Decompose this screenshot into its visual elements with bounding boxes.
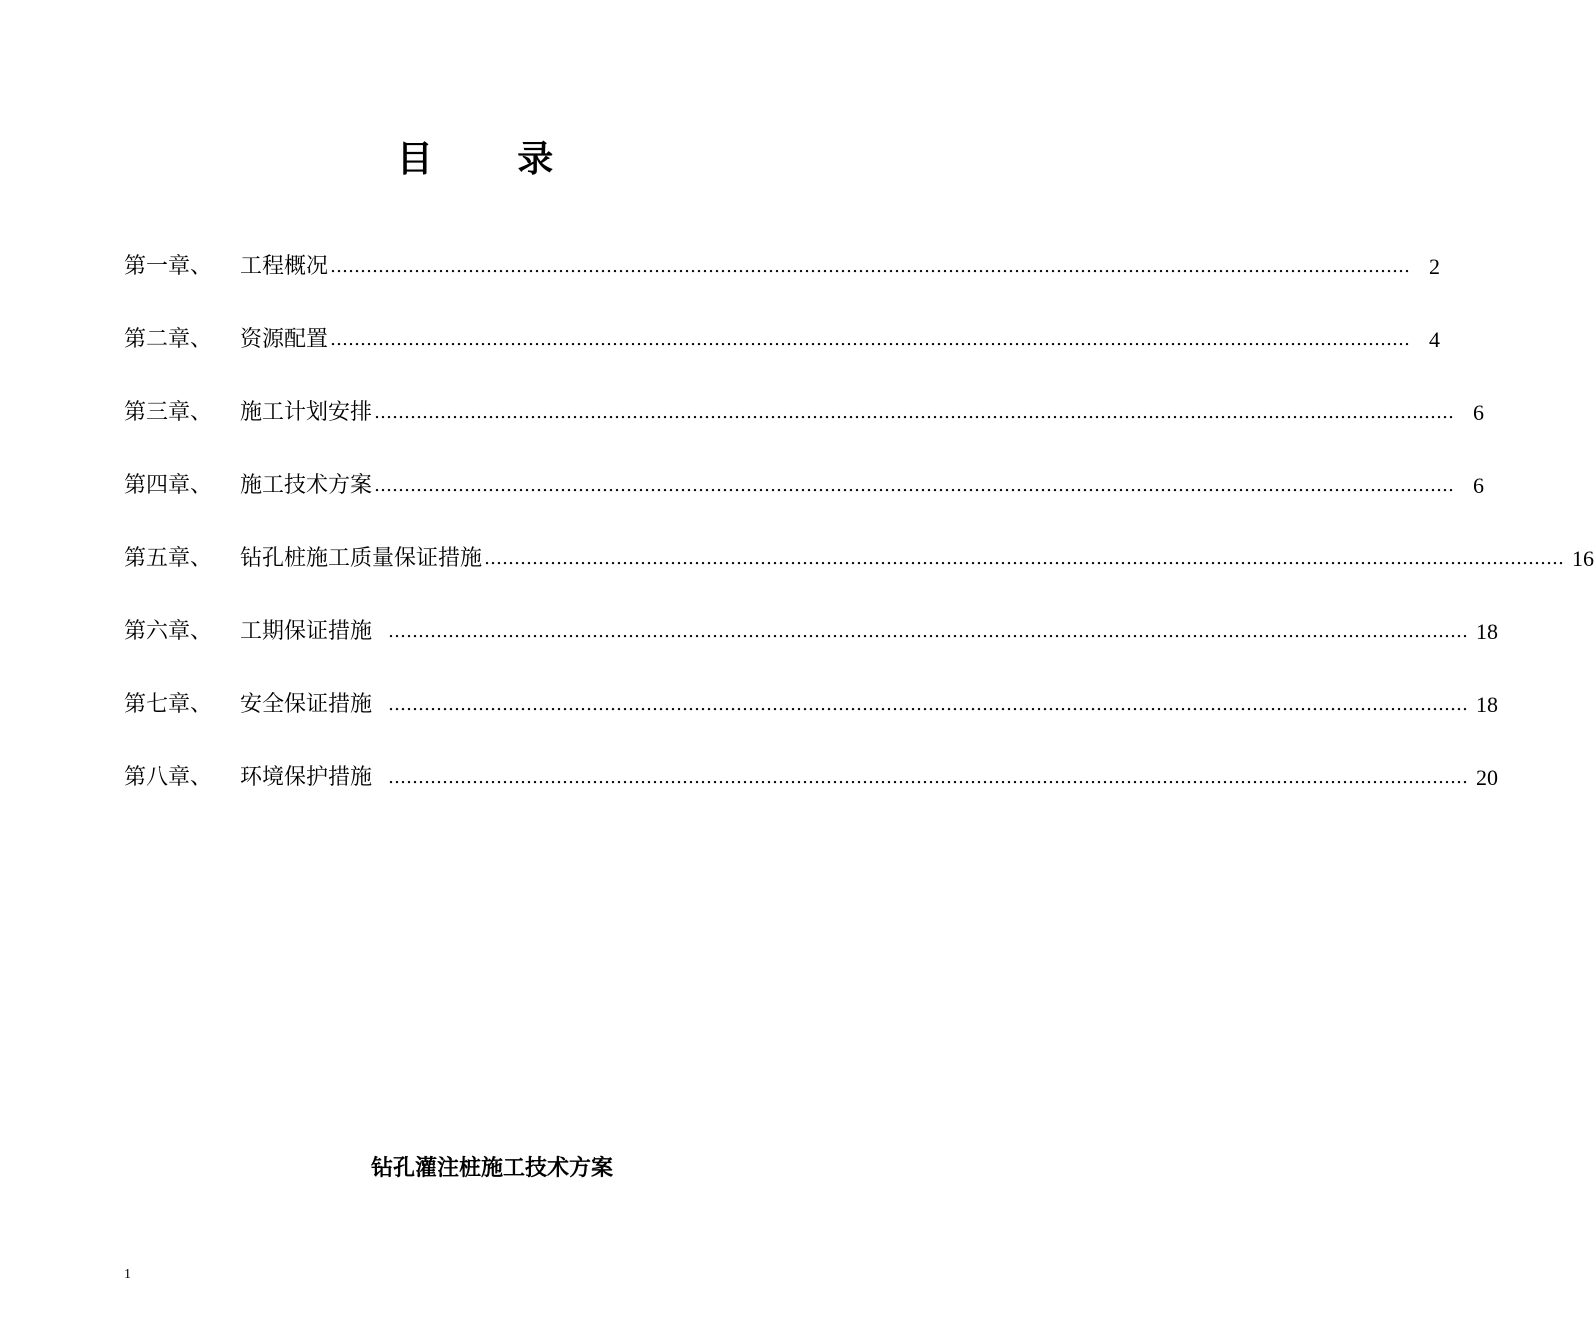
document-title: 钻孔灌注桩施工技术方案 [370, 1156, 613, 1181]
toc-chapter-title: 环境保护措施 [240, 765, 373, 790]
toc-chapter-title: 施工计划安排 [240, 400, 373, 425]
toc-chapter-title: 施工技术方案 [240, 473, 373, 498]
toc-page-number: 6 [1473, 473, 1485, 498]
toc-entry[interactable] [124, 686, 1499, 759]
toc-entry[interactable] [124, 394, 1485, 467]
toc-page-number: 20 [1476, 765, 1499, 790]
toc-chapter-title: 安全保证措施 [240, 692, 373, 717]
toc-dot-leader: ……………………………………………………………………………………………………………………………………………………………… [388, 621, 1469, 642]
toc-entry[interactable] [124, 467, 1485, 540]
toc-page-number: 16 [1572, 546, 1594, 571]
toc-entry[interactable] [124, 613, 1499, 686]
toc-page-number: 18 [1476, 619, 1499, 644]
toc-entry[interactable] [124, 759, 1499, 832]
toc-chapter-number: 第五章、 [124, 546, 213, 571]
toc-dot-leader: ……………………………………………………………………………………………………………………………………………………………… [374, 475, 1455, 496]
toc-chapter-number: 第四章、 [124, 473, 213, 498]
toc-entry[interactable] [124, 248, 1441, 321]
toc-chapter-number: 第八章、 [124, 765, 213, 790]
toc-dot-leader: ……………………………………………………………………………………………………………………………………………………………… [374, 402, 1455, 423]
toc-chapter-number: 第六章、 [124, 619, 213, 644]
toc-chapter-number: 第二章、 [124, 327, 213, 352]
toc-entry[interactable] [124, 540, 1594, 613]
toc-page-number: 18 [1476, 692, 1499, 717]
toc-chapter-title: 工程概况 [240, 254, 329, 279]
toc-page-number: 2 [1429, 254, 1441, 279]
toc-chapter-number: 第三章、 [124, 400, 213, 425]
toc-dot-leader: ……………………………………………………………………………………………………………………………………………………………… [484, 548, 1565, 569]
toc-dot-leader: ……………………………………………………………………………………………………………………………………………………………… [330, 256, 1411, 277]
toc-page-number: 4 [1429, 327, 1441, 352]
table-of-contents [124, 248, 1594, 832]
toc-chapter-title: 资源配置 [240, 327, 329, 352]
toc-dot-leader: ……………………………………………………………………………………………………………………………………………………………… [388, 694, 1469, 715]
toc-page-number: 6 [1473, 400, 1485, 425]
toc-dot-leader: ……………………………………………………………………………………………………………………………………………………………… [330, 329, 1411, 350]
toc-chapter-number: 第一章、 [124, 254, 213, 279]
toc-dot-leader: ……………………………………………………………………………………………………………………………………………………………… [388, 767, 1469, 788]
toc-heading: 目 录 [396, 139, 590, 180]
toc-entry[interactable] [124, 321, 1441, 394]
footer-page-number: 1 [124, 1267, 131, 1282]
toc-chapter-number: 第七章、 [124, 692, 213, 717]
toc-chapter-title: 工期保证措施 [240, 619, 373, 644]
toc-chapter-title: 钻孔桩施工质量保证措施 [240, 546, 483, 571]
